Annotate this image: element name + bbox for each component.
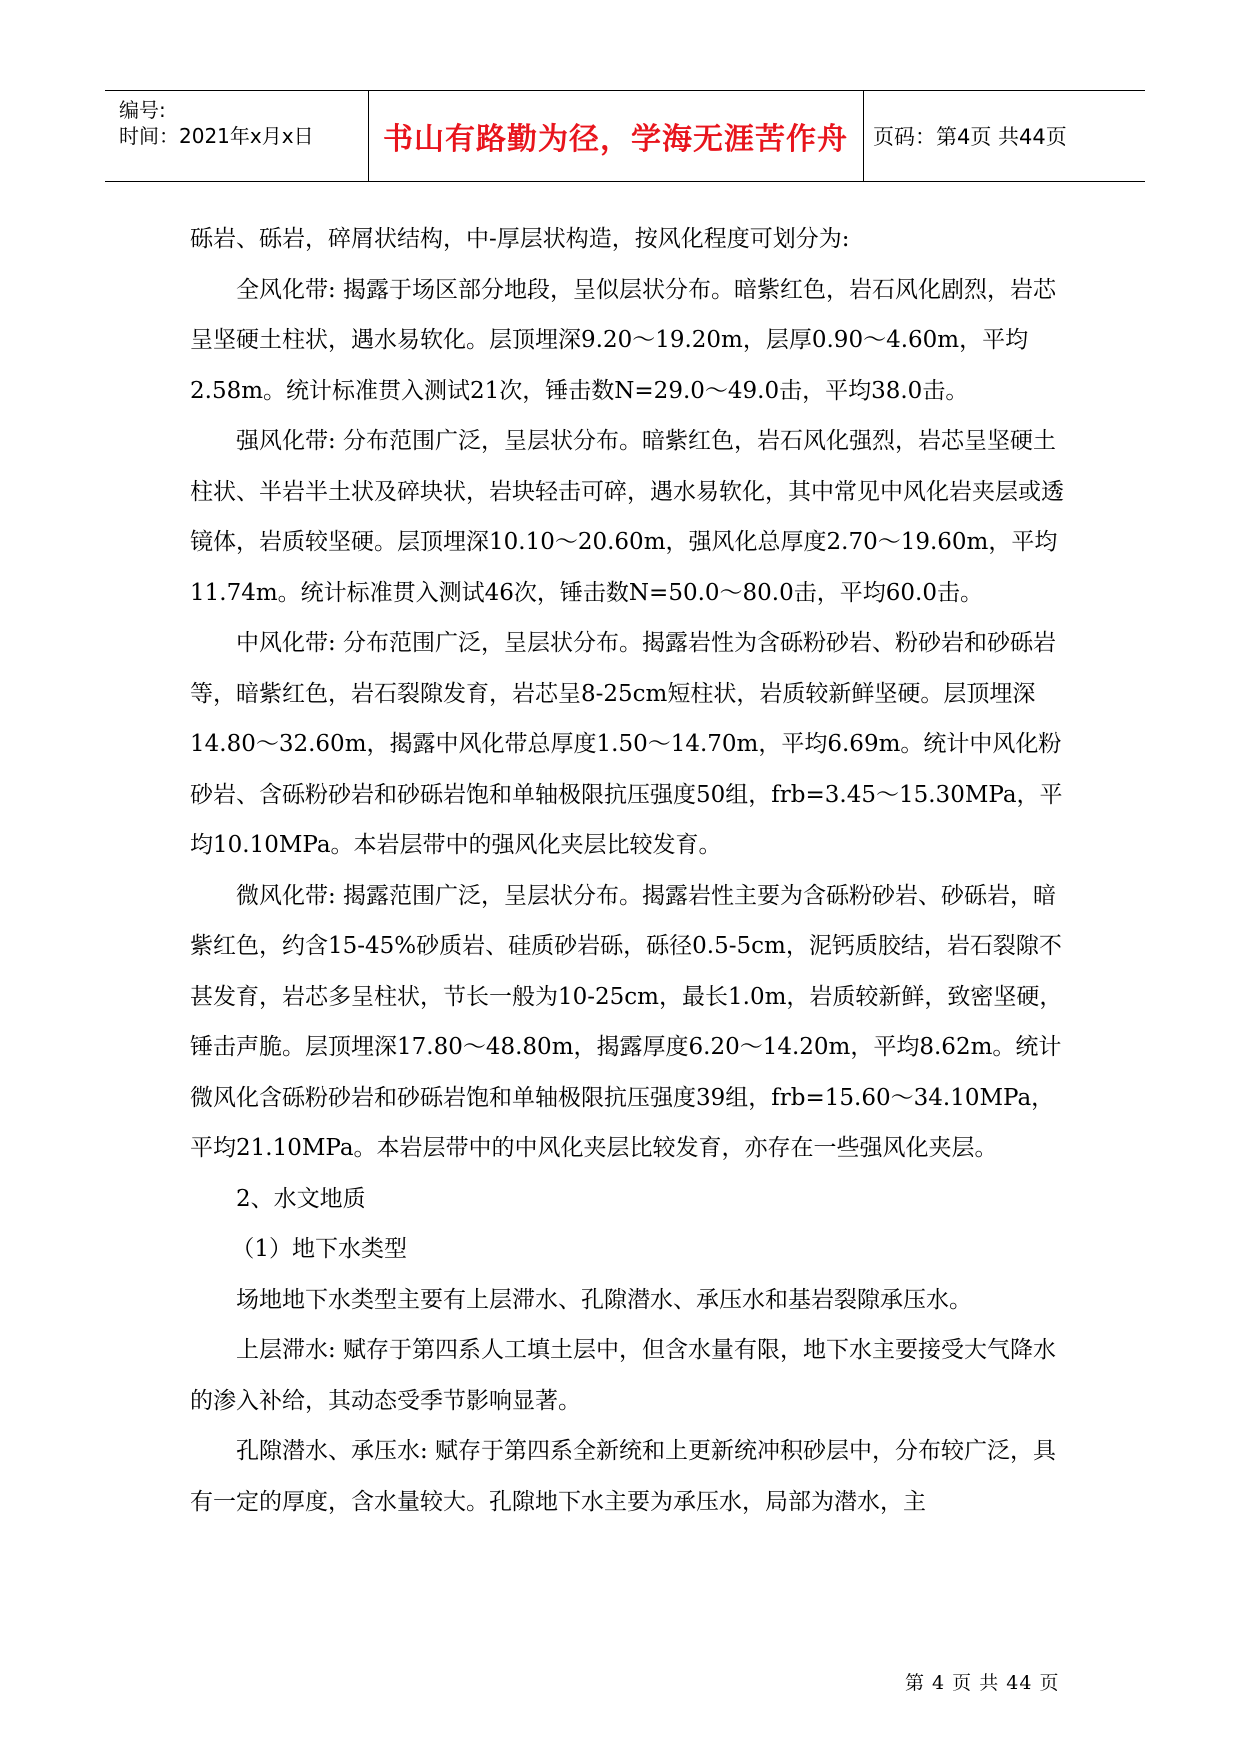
header-motto: 书山有路勤为径，学海无涯苦作舟 xyxy=(383,122,848,157)
paragraph-fully-weathered: 全风化带: 揭露于场区部分地段，呈似层状分布。暗紫红色，岩石风化剧烈，岩芯呈坚硬土柱状，遇水易软化。层顶埋深9.20～19.20m，层厚0.90～4.60m，平均2.58m。统计标准贯入测试21次，锤击数N=29.0～49.0击，平均38.0击。 xyxy=(190,276,1057,404)
paragraph-moderately-weathered: 中风化带: 分布范围广泛，呈层状分布。揭露岩性为含砾粉砂岩、粉砂岩和砂砾岩等，暗紫红色，岩石裂隙发育，岩芯呈8-25cm短柱状，岩质较新鲜坚硬。层顶埋深14.80～32.60m，揭露中风化带总厚度1.50～14.70m，平均6.69m。统计中风化粉砂岩、含砾粉砂岩和砂砾岩饱和单轴极限抗压强度50组，frb=3.45～15.30MPa，平均10.10MPa。本岩层带中的强风化夹层比较发育。 xyxy=(190,630,1063,858)
section-heading-hydrogeology: 2、水文地质 xyxy=(236,1185,366,1212)
header-page-number: 页码：第4页 共44页 xyxy=(873,125,1067,149)
paragraph-perched-water: 上层滞水: 赋存于第四系人工填土层中，但含水量有限，地下水主要接受大气降水的渗入补给，其动态受季节影响显著。 xyxy=(190,1337,1057,1414)
paragraph-intro: 砾岩、砾岩，碎屑状结构，中-厚层状构造，按风化程度可划分为: xyxy=(190,226,850,252)
paragraph-slightly-weathered: 微风化带: 揭露范围广泛，呈层状分布。揭露岩性主要为含砾粉砂岩、砂砾岩，暗紫红色，约含15-45%砂质岩、硅质砂岩砾，砾径0.5-5cm，泥钙质胶结，岩石裂隙不甚发育，岩芯多呈柱状，节长一般为10-25cm，最长1.0m，岩质较新鲜，致密坚硬，锤击声脆。层顶埋深17.80～48.80m，揭露厚度6.20～14.20m，平均8.62m。统计微风化含砾粉砂岩和砂砾岩饱和单轴极限抗压强度39组，frb=15.60～34.10MPa，平均21.10MPa。本岩层带中的中风化夹层比较发育，亦存在一些强风化夹层。 xyxy=(190,882,1063,1161)
subsection-heading-groundwater-type: （1）地下水类型 xyxy=(231,1236,408,1262)
document-body xyxy=(190,214,1070,1527)
header-divider-right xyxy=(863,91,864,181)
document-time-label: 时间：2021年x月x日 xyxy=(119,124,314,148)
document-number-label: 编号: xyxy=(119,98,166,122)
paragraph-groundwater-types: 场地地下水类型主要有上层滞水、孔隙潜水、承压水和基岩裂隙承压水。 xyxy=(236,1286,972,1313)
header-meta xyxy=(119,97,314,149)
paragraph-pore-water: 孔隙潜水、承压水: 赋存于第四系全新统和上更新统冲积砂层中，分布较广泛，具有一定的厚度，含水量较大。孔隙地下水主要为承压水，局部为潜水，主 xyxy=(190,1438,1057,1515)
page-header xyxy=(105,90,1145,182)
paragraph-strongly-weathered: 强风化带: 分布范围广泛，呈层状分布。暗紫红色，岩石风化强烈，岩芯呈坚硬土柱状、半岩半土状及碎块状，岩块轻击可碎，遇水易软化，其中常见中风化岩夹层或透镜体，岩质较坚硬。层顶埋深10.10～20.60m，强风化总厚度2.70～19.60m，平均11.74m。统计标准贯入测试46次，锤击数N=50.0～80.0击，平均60.0击。 xyxy=(190,428,1064,606)
page-footer: 第 4 页 共 44 页 xyxy=(905,1672,1060,1694)
